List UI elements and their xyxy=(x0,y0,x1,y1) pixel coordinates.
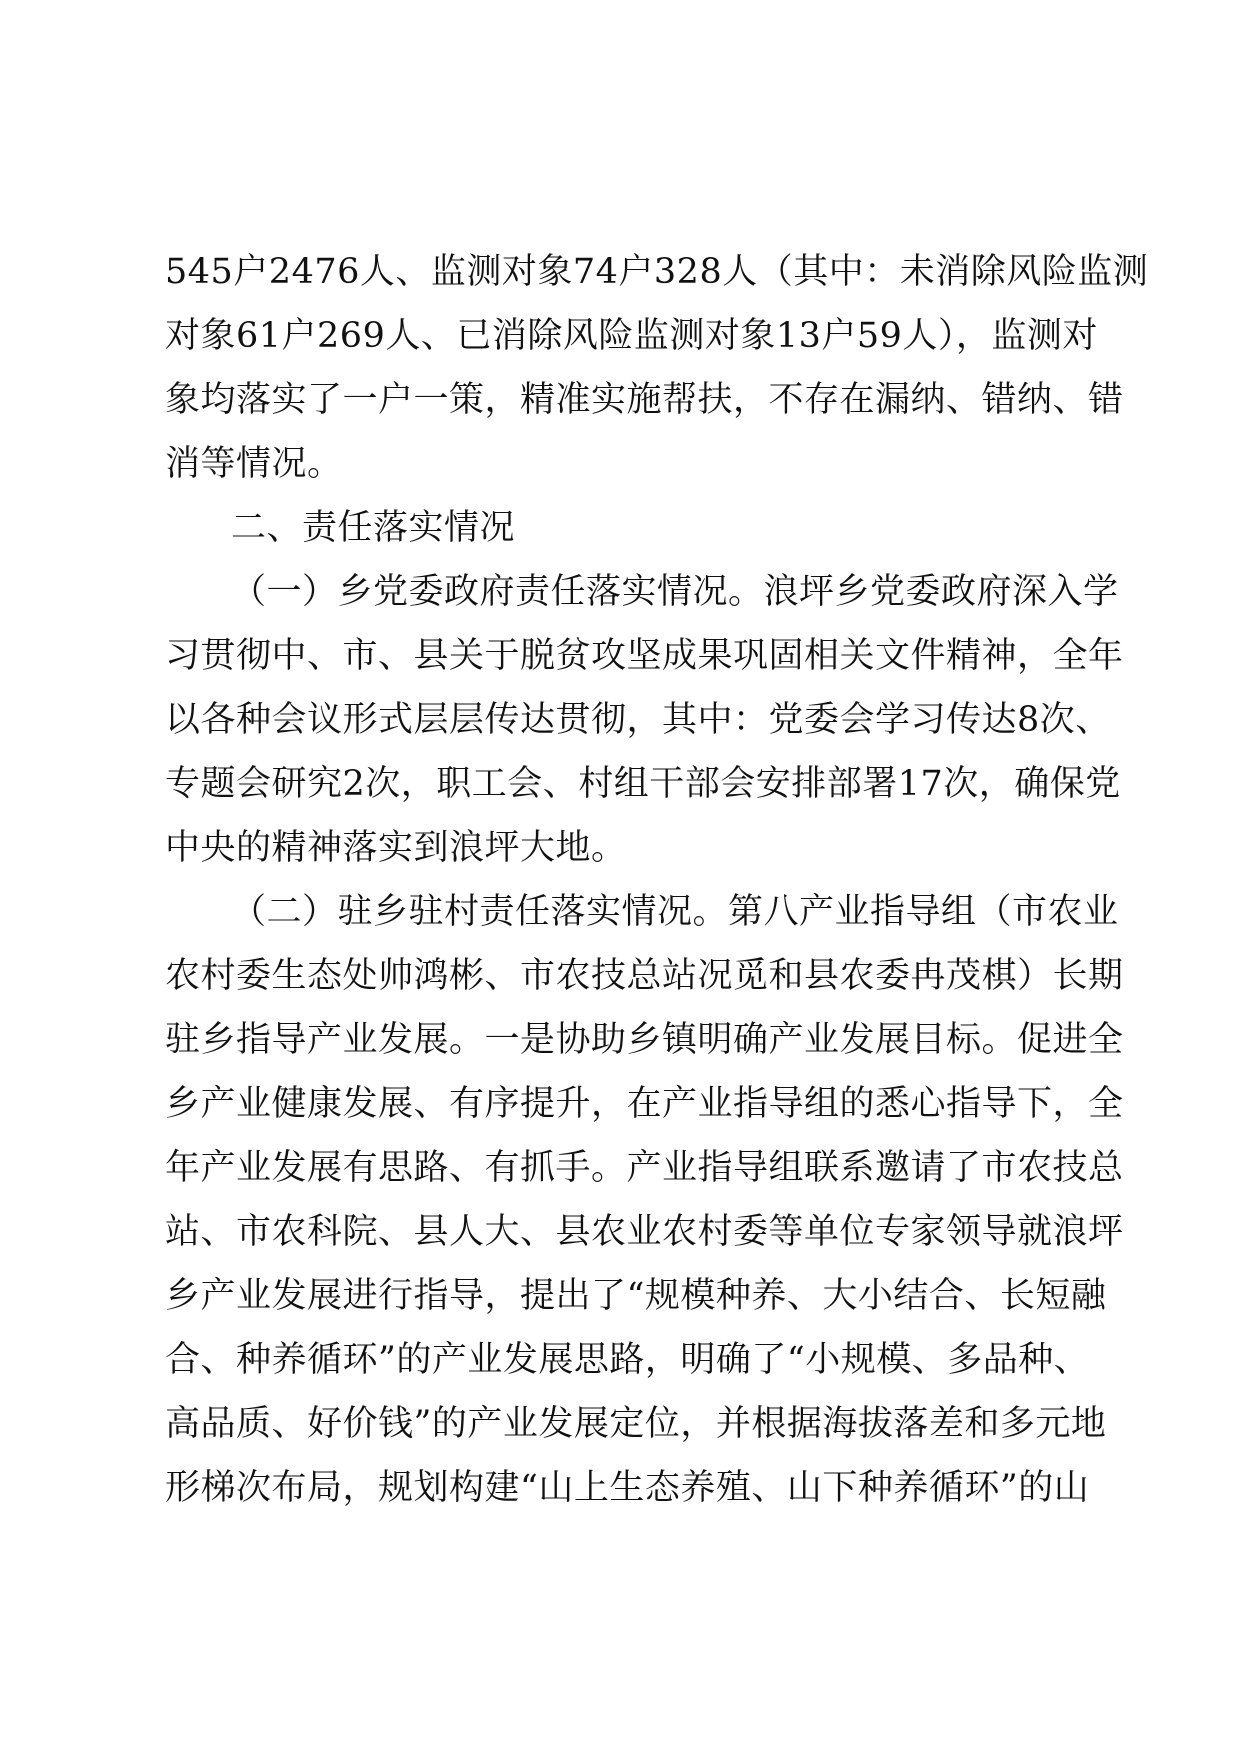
text-line: 中央的精神落实到浪坪大地。 xyxy=(165,828,627,868)
section-heading: 二、责任落实情况 xyxy=(231,508,516,548)
text-line: 习贯彻中、市、县关于脱贫攻坚成果巩固相关文件精神，全年 xyxy=(165,636,1124,676)
text-line: 以各种会议形式层层传达贯彻，其中：党委会学习传达8次、 xyxy=(165,700,1111,740)
text-line: 专题会研究2次，职工会、村组干部会安排部署17次，确保党 xyxy=(165,764,1121,804)
body-text xyxy=(165,240,1149,1520)
text-line: 年产业发展有思路、有抓手。产业指导组联系邀请了市农技总 xyxy=(165,1148,1124,1188)
text-line: 乡产业健康发展、有序提升，在产业指导组的悉心指导下，全 xyxy=(165,1084,1124,1124)
text-line: 高品质、好价钱”的产业发展定位，并根据海拔落差和多元地 xyxy=(165,1404,1107,1444)
text-line: （一）乡党委政府责任落实情况。浪坪乡党委政府深入学 xyxy=(231,572,1119,612)
text-line: （二）驻乡驻村责任落实情况。第八产业指导组（市农业 xyxy=(231,892,1119,932)
text-line: 合、种养循环”的产业发展思路，明确了“小规模、多品种、 xyxy=(165,1340,1090,1380)
text-line: 农村委生态处帅鸿彬、市农技总站况觅和县农委冉茂棋）长期 xyxy=(165,956,1124,996)
text-line: 形梯次布局，规划构建“山上生态养殖、山下种养循环”的山 xyxy=(165,1468,1090,1508)
text-line: 站、市农科院、县人大、县农业农村委等单位专家领导就浪坪 xyxy=(165,1212,1124,1252)
text-line: 545户2476人、监测对象74户328人（其中：未消除风险监测 xyxy=(165,252,1149,292)
text-line: 对象61户269人、已消除风险监测对象13户59人），监测对 xyxy=(165,316,1098,356)
text-line: 消等情况。 xyxy=(165,444,343,484)
text-line: 驻乡指导产业发展。一是协助乡镇明确产业发展目标。促进全 xyxy=(165,1020,1124,1060)
text-line: 象均落实了一户一策，精准实施帮扶，不存在漏纳、错纳、错 xyxy=(165,380,1124,420)
text-line: 乡产业发展进行指导，提出了“规模种养、大小结合、长短融 xyxy=(165,1276,1107,1316)
